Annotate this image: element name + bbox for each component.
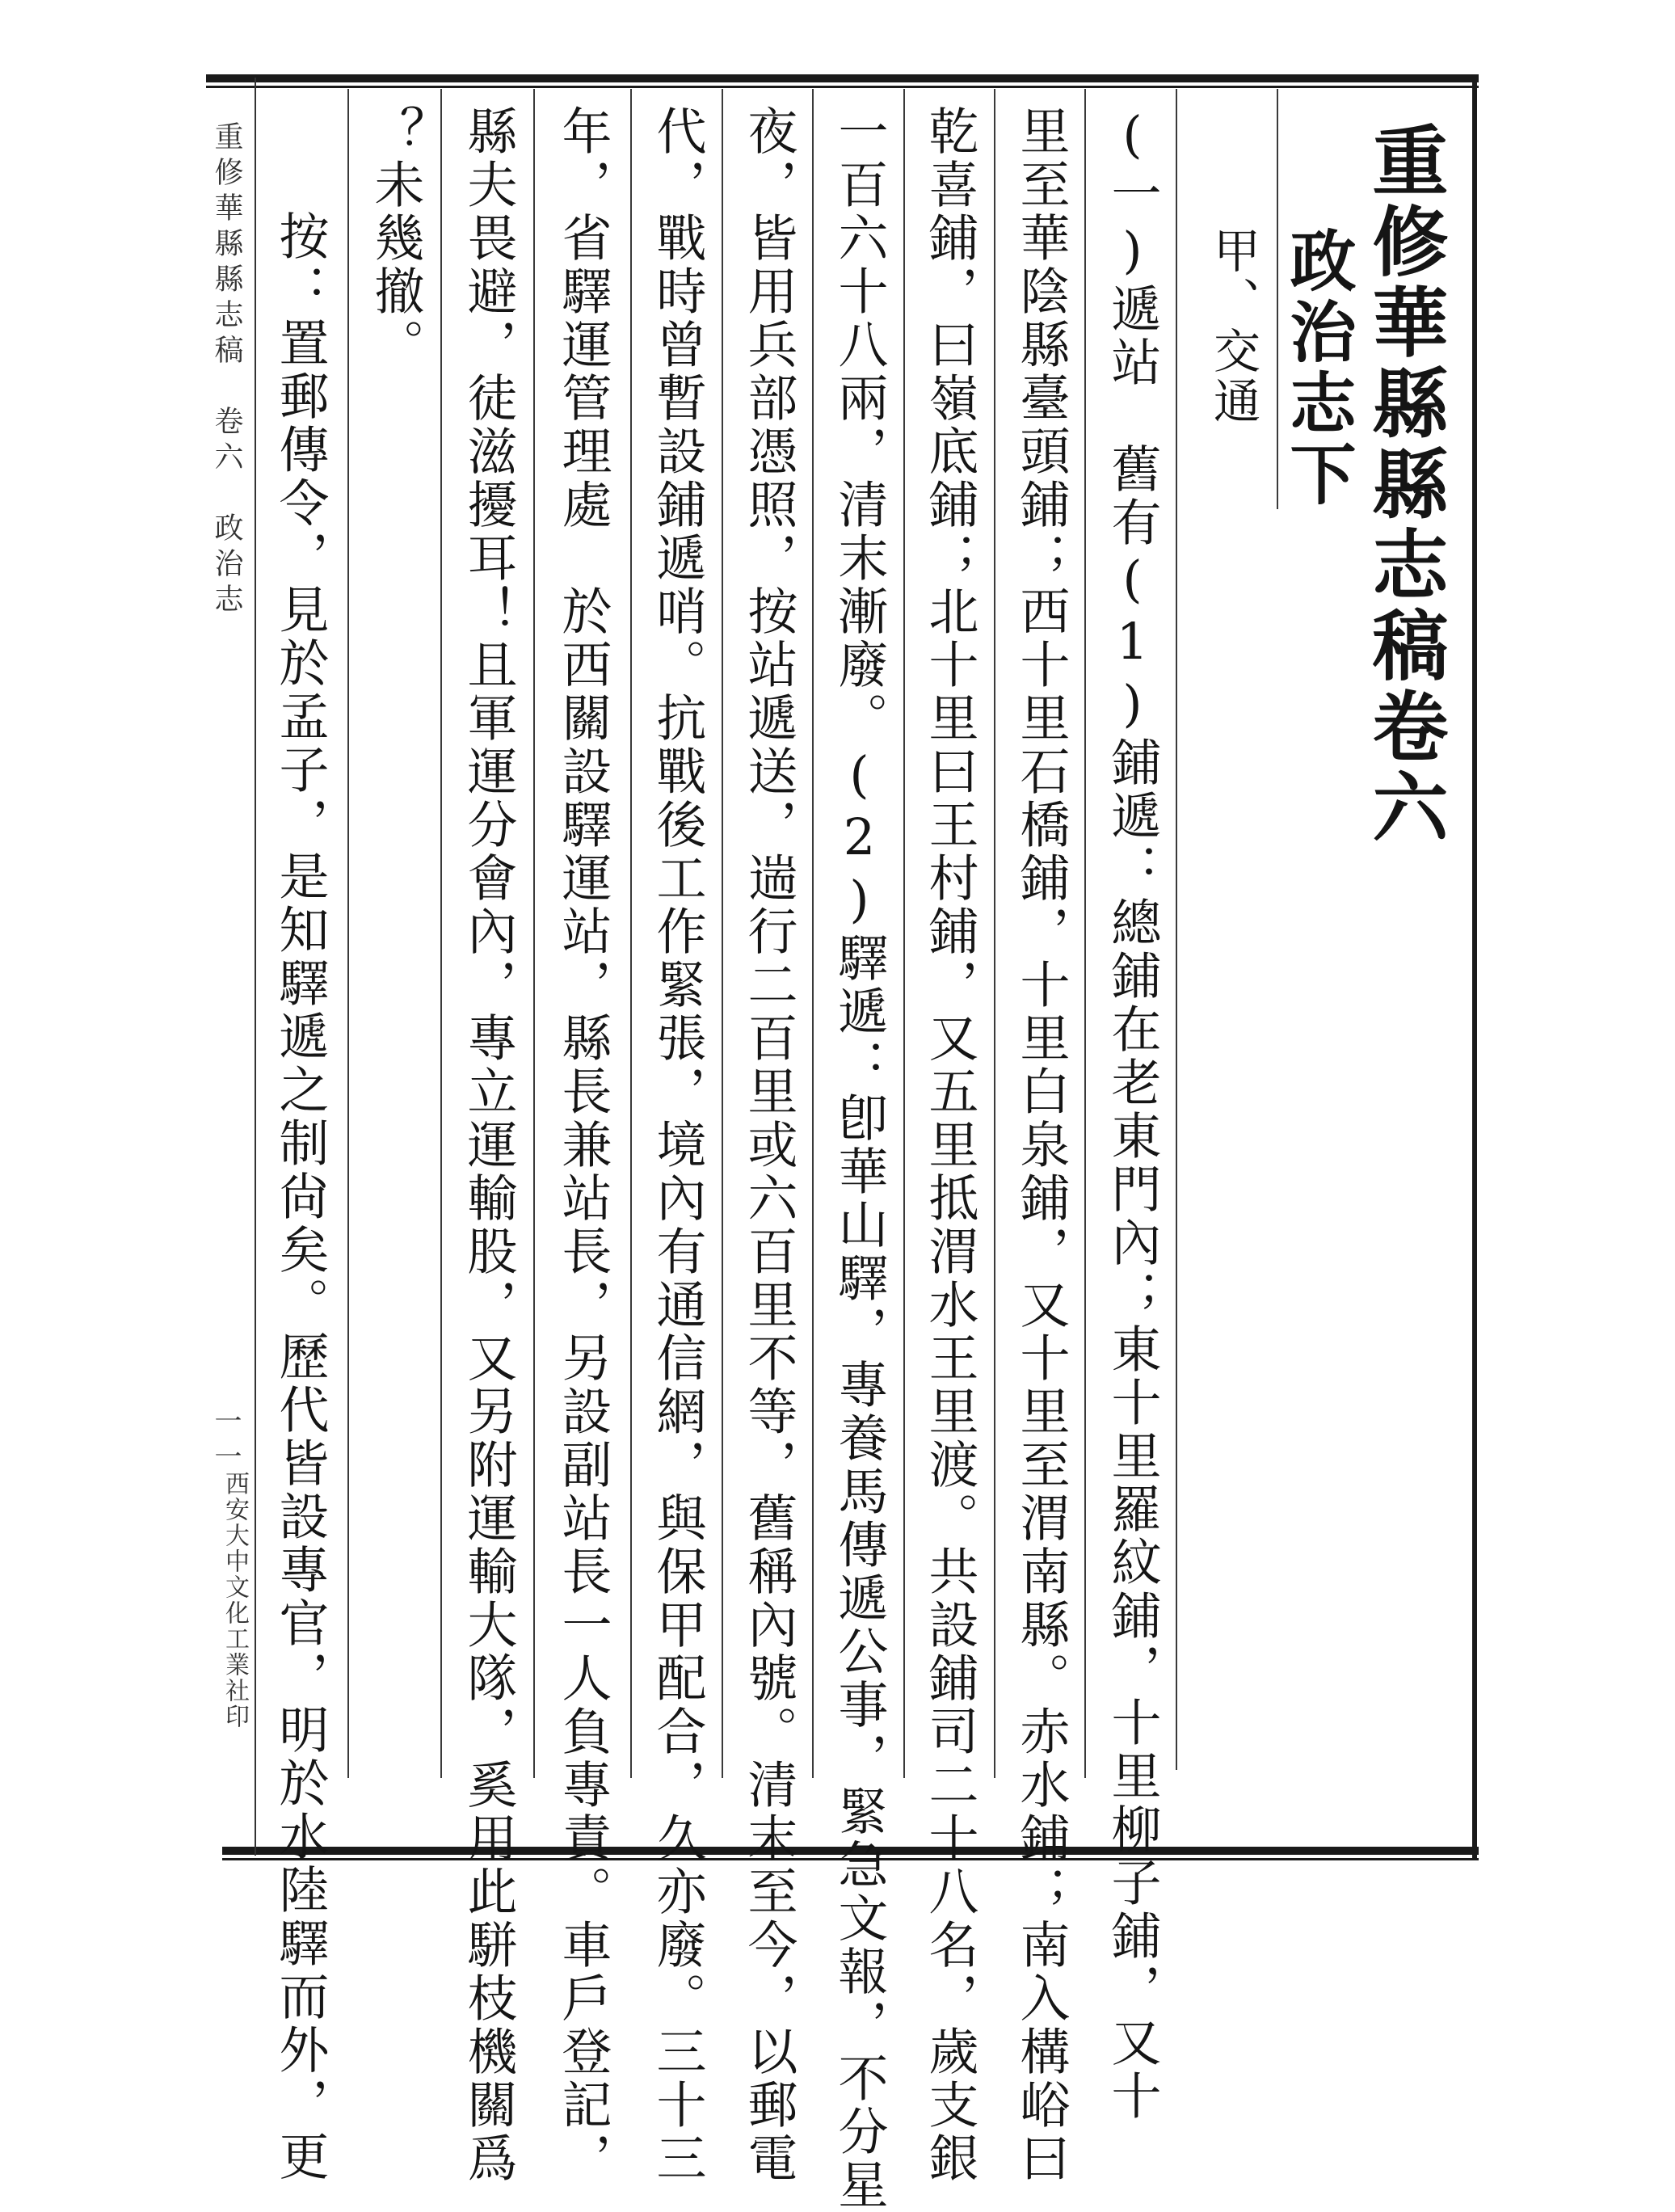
column-separator [722, 89, 723, 1778]
column-separator [1176, 89, 1177, 1770]
chapter-title: 重修華縣縣志稿卷六 [1359, 121, 1448, 849]
column-separator [533, 89, 535, 1778]
text-line: 乾喜鋪，曰嶺底鋪；北十里曰王村鋪，又五里抵渭水王里渡。共設鋪司二十八名，歲支銀 [920, 105, 979, 2185]
column-separator [440, 89, 442, 1778]
margin-border-rule [255, 78, 256, 1856]
section-heading: 甲、交通 [1206, 226, 1260, 427]
top-double-rule [206, 74, 1479, 82]
top-thin-rule [206, 86, 1479, 88]
column-separator [812, 89, 814, 1778]
column-separator [1084, 89, 1086, 1778]
text-line: 代，戰時曾暫設鋪遞哨。抗戰後工作緊張，境內有通信網，與保甲配合，久亦廢。三十三 [648, 105, 707, 2185]
text-line: 里至華陰縣臺頭鋪；西十里石橋鋪，十里白泉鋪，又十里至渭南縣。赤水鋪；南入構峪曰 [1012, 105, 1071, 2185]
column-separator [903, 89, 905, 1778]
column-separator [994, 89, 995, 1778]
text-line: 按：置郵傳令，見於孟子，是知驛遞之制尙矣。歷代皆設專官，明於水陸驛而外，更 [271, 210, 330, 2184]
column-separator [347, 89, 349, 1778]
margin-title: 重修華縣縣志稿 卷六 政治志 [210, 121, 243, 619]
text-line: 夜，皆用兵部憑照，按站遞送，遄行二百里或六百里不等，舊稱內號。清末至今，以郵電 [739, 105, 798, 2185]
right-border-rule [1472, 78, 1477, 1859]
text-line: ？未幾撤。 [366, 105, 425, 372]
printer-imprint: 西安大中文化工業社印 [221, 1471, 249, 1730]
text-line: 一百六十八兩，清末漸廢。(2)驛遞：卽華山驛，專養馬傳遞公事，緊急文報，不分星 [830, 105, 889, 2212]
page-number: 一一 [209, 1406, 242, 1477]
text-line: 年，省驛運管理處 於西關設驛運站，縣長兼站長，另設副站長一人負專責。車戶登記， [553, 105, 612, 2185]
column-separator [1277, 89, 1278, 509]
text-line: 縣夫畏避，徒滋擾耳！且軍運分會內，專立運輸股，又另附運輸大隊，奚用此駢枝機關爲 [459, 105, 518, 2185]
text-line: (一)遞站 舊有(1)鋪遞：總鋪在老東門內；東十里羅紋鋪，十里柳子鋪，又十 [1103, 105, 1162, 2123]
column-separator [630, 89, 632, 1778]
chapter-subtitle: 政治志下 [1279, 226, 1357, 511]
